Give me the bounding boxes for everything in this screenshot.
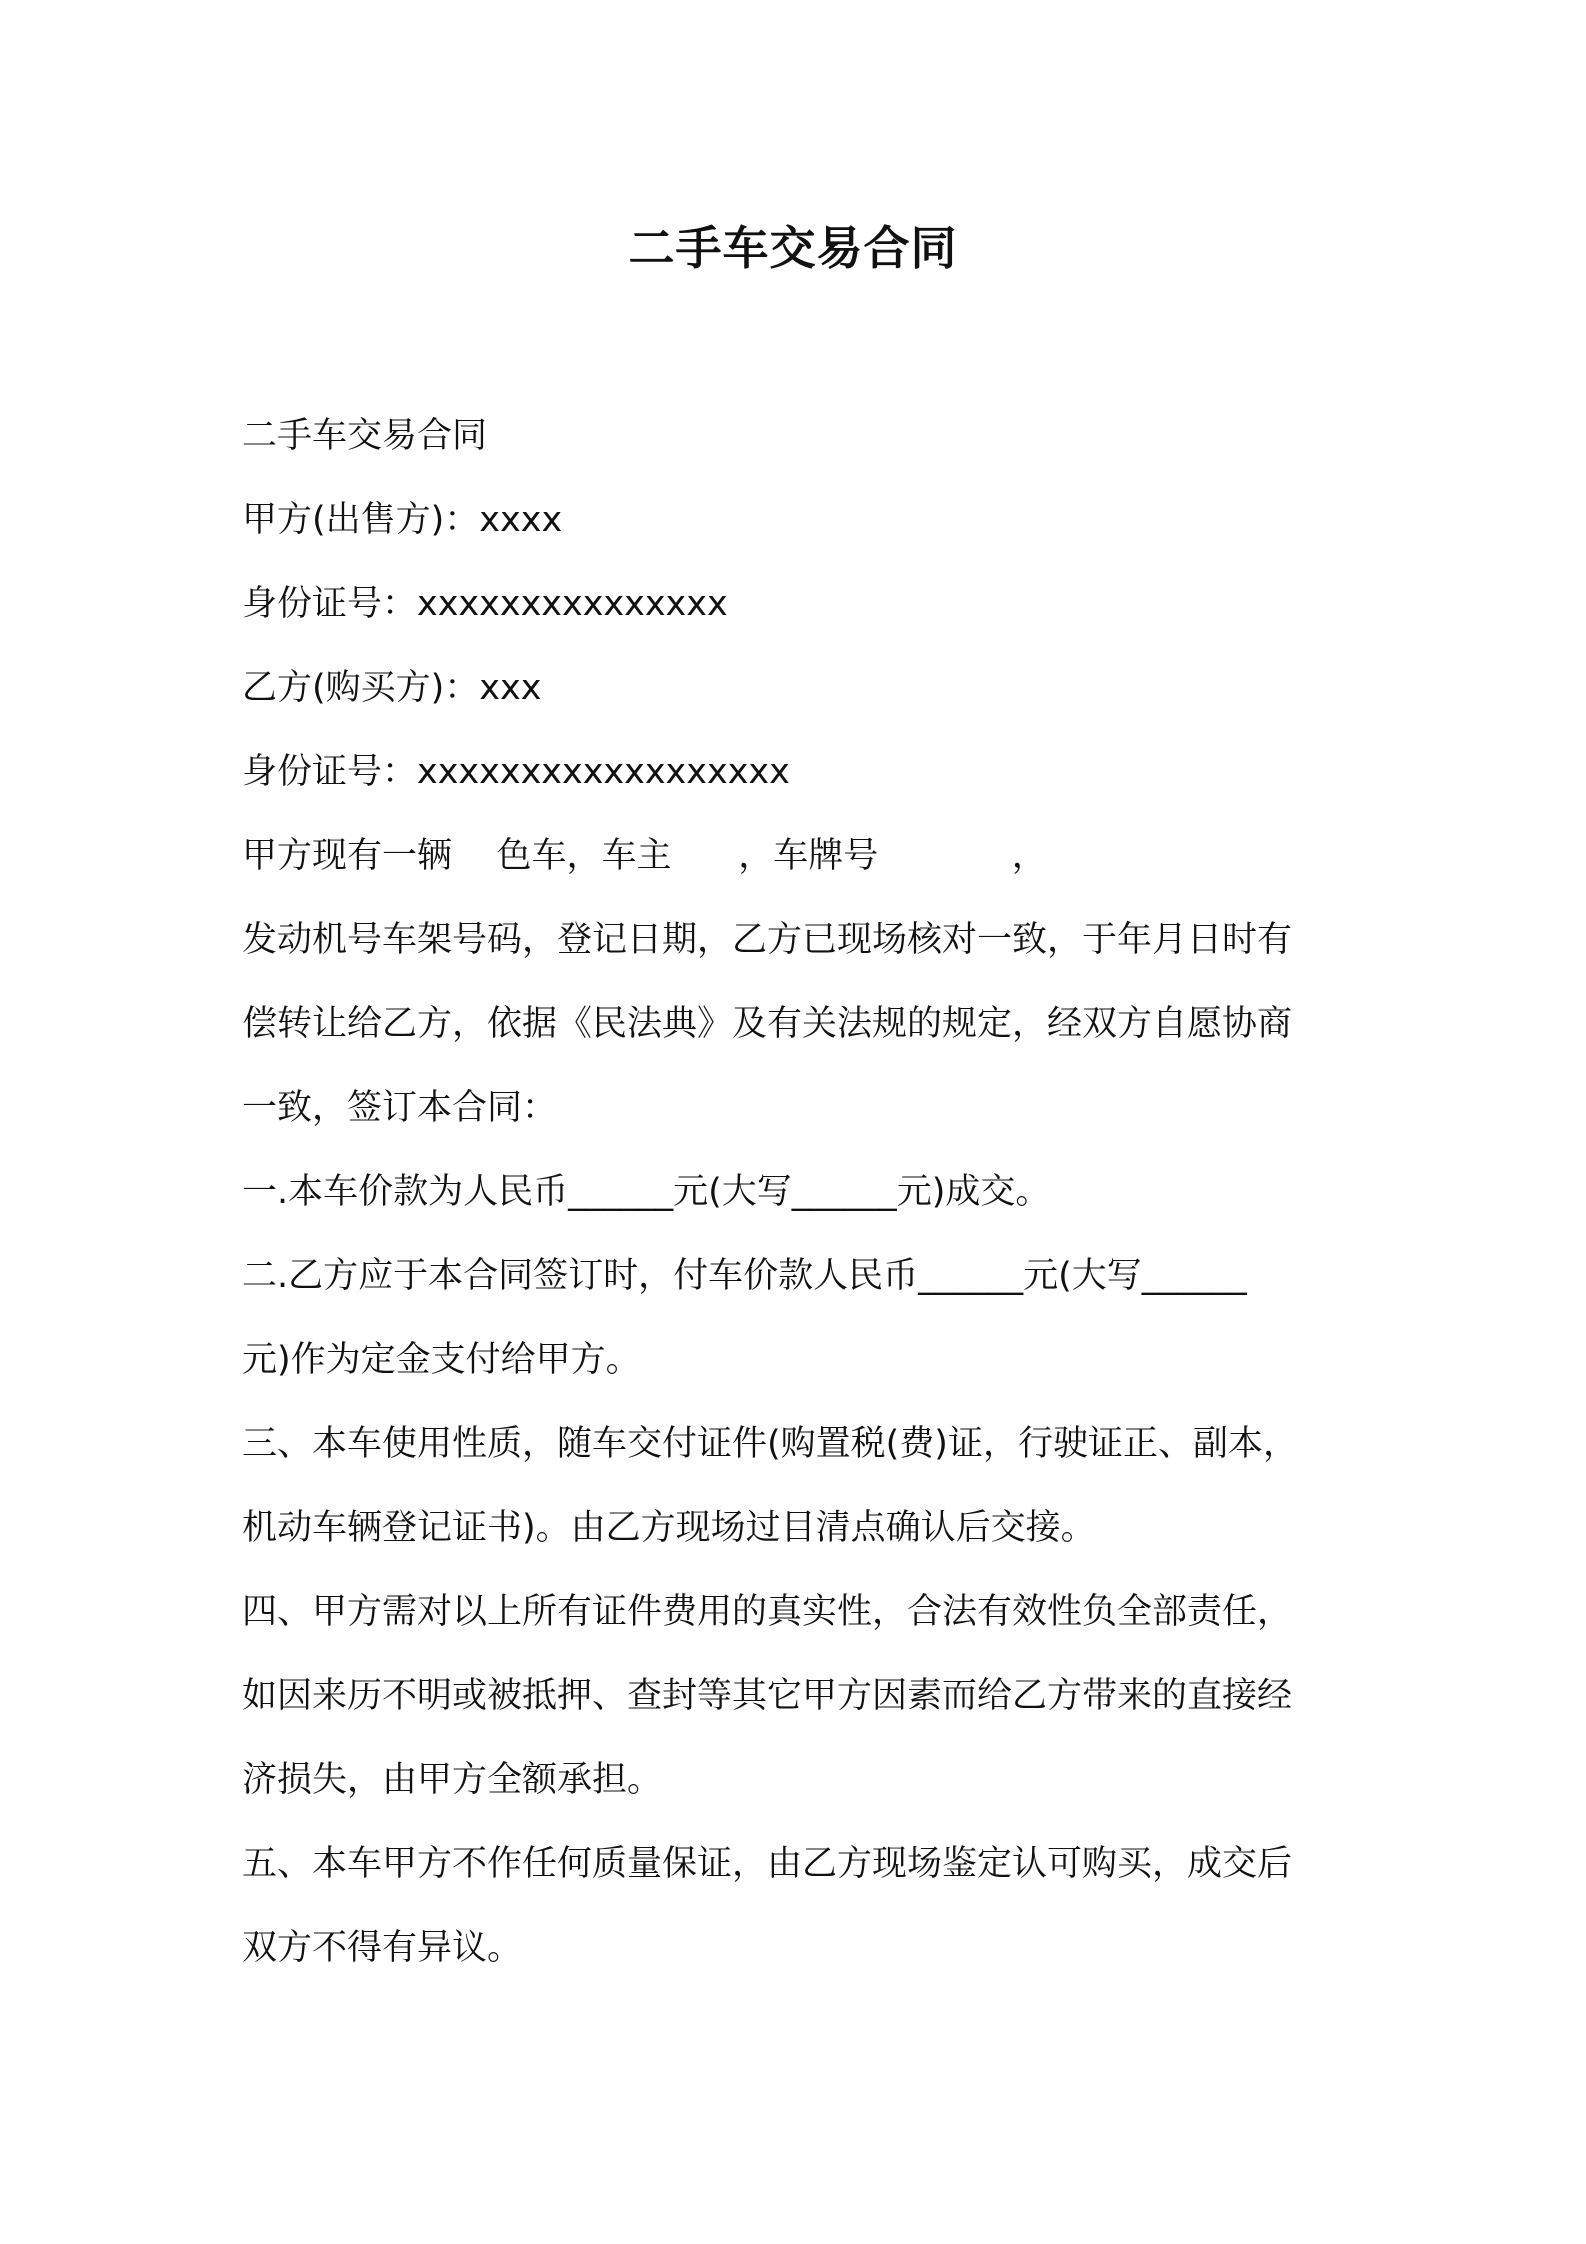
body-line-buyer: 乙方(购买方)：xxx (242, 668, 542, 708)
body-line-subtitle: 二手车交易合同 (242, 416, 488, 456)
clause-4-line-2: 如因来历不明或被抵押、查封等其它甲方因素而给乙方带来的直接经 (242, 1676, 1293, 1716)
body-line-buyer-id: 身份证号：xxxxxxxxxxxxxxxxxx (242, 752, 790, 792)
clause-1: 一.本车价款为人民币______元(大写______元)成交。 (242, 1172, 1051, 1212)
document-body (242, 394, 1358, 1990)
body-line-vehicle: 甲方现有一辆 色车，车主 ，车牌号 ， (242, 836, 1047, 876)
body-line-preamble-3: 一致，签订本合同： (242, 1088, 558, 1128)
clause-4-line-1: 四、甲方需对以上所有证件费用的真实性，合法有效性负全部责任， (242, 1592, 1293, 1632)
body-line-seller: 甲方(出售方)：xxxx (242, 500, 563, 540)
clause-2-line-1: 二.乙方应于本合同签订时，付车价款人民币______元(大写______ (242, 1256, 1247, 1296)
body-line-preamble-2: 偿转让给乙方，依据《民法典》及有关法规的规定，经双方自愿协商 (242, 1004, 1293, 1044)
body-line-preamble-1: 发动机号车架号码，登记日期，乙方已现场核对一致，于年月日时有 (242, 920, 1293, 960)
clause-3-line-2: 机动车辆登记证书)。由乙方现场过目清点确认后交接。 (242, 1508, 1096, 1548)
clause-2-line-2: 元)作为定金支付给甲方。 (242, 1340, 641, 1380)
clause-4-line-3: 济损失，由甲方全额承担。 (242, 1760, 663, 1800)
document-title: 二手车交易合同 (628, 221, 958, 275)
clause-5-line-1: 五、本车甲方不作任何质量保证，由乙方现场鉴定认可购买，成交后 (242, 1844, 1293, 1884)
clause-3-line-1: 三、本车使用性质，随车交付证件(购置税(费)证，行驶证正、副本， (242, 1424, 1298, 1464)
clause-5-line-2: 双方不得有异议。 (242, 1928, 523, 1968)
body-line-seller-id: 身份证号：xxxxxxxxxxxxxxx (242, 584, 728, 624)
